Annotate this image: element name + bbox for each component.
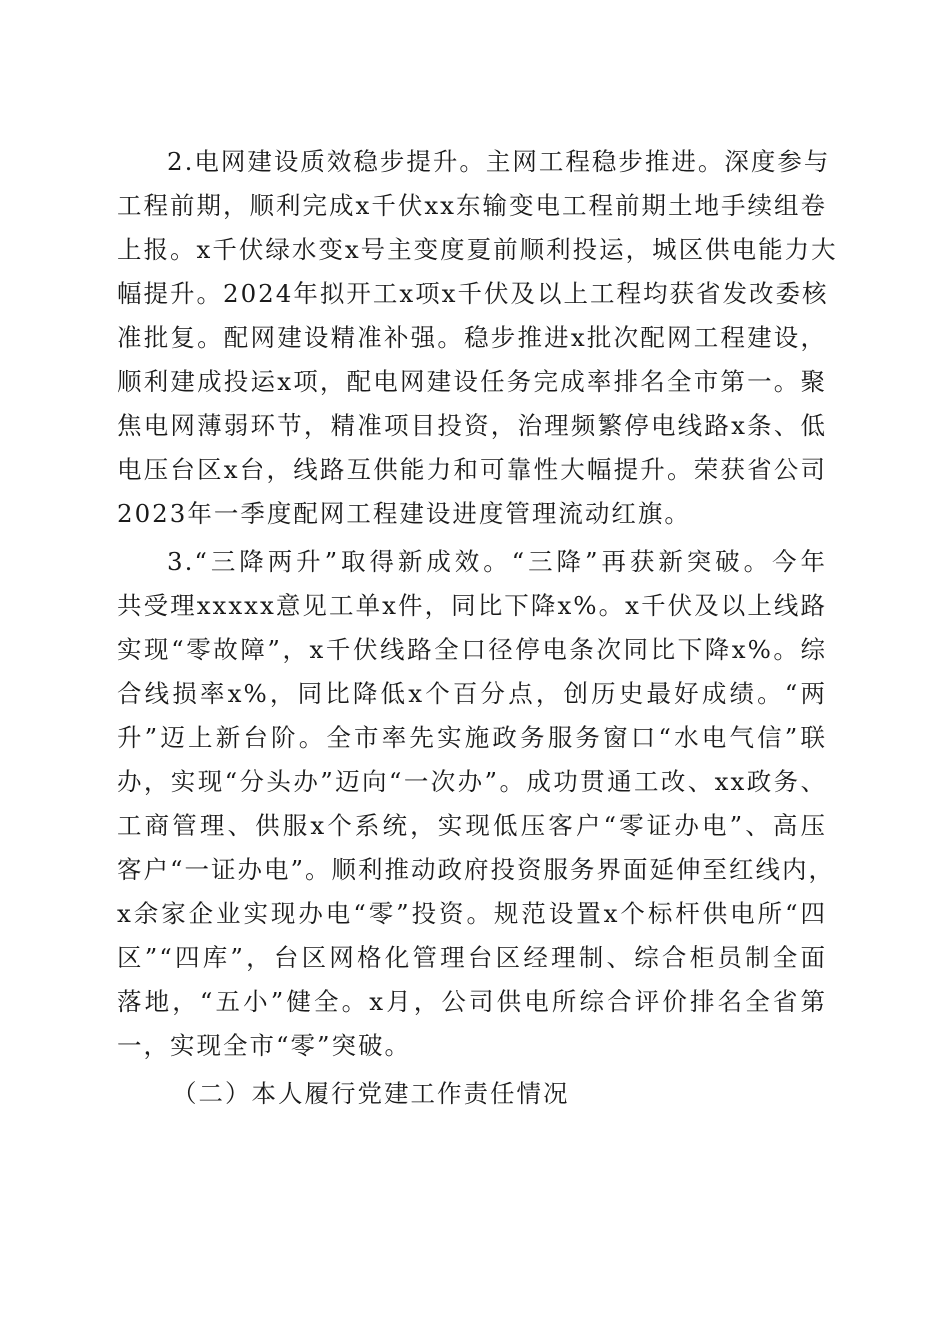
paragraph-3-line-11: 落地，“五小”健全。x月，公司供电所综合评价排名全省第 — [117, 987, 827, 1016]
paragraph-3-line-12: 一，实现全市“零”突破。 — [117, 1031, 412, 1060]
paragraph-2-line-1: 2.电网建设质效稳步提升。主网工程稳步推进。深度参与 — [167, 147, 831, 176]
paragraph-3-line-7: 工商管理、供服x个系统，实现低压客户“零证办电”、高压 — [117, 811, 827, 840]
paragraph-3-line-4: 合线损率x%，同比降低x个百分点，创历史最好成绩。“两 — [117, 679, 827, 708]
paragraph-3-line-5: 升”迈上新台阶。全市率先实施政务服务窗口“水电气信”联 — [117, 723, 827, 752]
section-heading: （二）本人履行党建工作责任情况 — [172, 1079, 570, 1108]
paragraph-2-line-5: 准批复。配网建设精准补强。稳步推进x批次配网工程建设， — [117, 323, 827, 352]
paragraph-2-line-7: 焦电网薄弱环节，精准项目投资，治理频繁停电线路x条、低 — [117, 411, 827, 440]
paragraph-2-line-3: 上报。x千伏绿水变x号主变度夏前顺利投运，城区供电能力大 — [117, 235, 838, 264]
paragraph-3-line-1: 3.“三降两升”取得新成效。“三降”再获新突破。今年 — [167, 547, 827, 576]
paragraph-2-line-2: 工程前期，顺利完成x千伏xx东输变电工程前期土地手续组卷 — [117, 191, 827, 220]
paragraph-2-line-6: 顺利建成投运x项，配电网建设任务完成率排名全市第一。聚 — [117, 367, 827, 396]
paragraph-3-line-2: 共受理xxxxx意见工单x件，同比下降x%。x千伏及以上线路 — [117, 591, 827, 620]
paragraph-3-line-3: 实现“零故障”，x千伏线路全口径停电条次同比下降x%。综 — [117, 635, 827, 664]
paragraph-2-line-8: 电压台区x台，线路互供能力和可靠性大幅提升。荣获省公司 — [117, 455, 827, 484]
paragraph-2-line-9: 2023年一季度配网工程建设进度管理流动红旗。 — [117, 499, 691, 528]
paragraph-3-line-6: 办，实现“分头办”迈向“一次办”。成功贯通工改、xx政务、 — [117, 767, 827, 796]
paragraph-2-line-4: 幅提升。2024年拟开工x项x千伏及以上工程均获省发改委核 — [117, 279, 829, 308]
paragraph-3-line-9: x余家企业实现办电“零”投资。规范设置x个标杆供电所“四 — [117, 899, 827, 928]
paragraph-3-line-8: 客户“一证办电”。顺利推动政府投资服务界面延伸至红线内， — [117, 855, 836, 884]
paragraph-3-line-10: 区”“四库”，台区网格化管理台区经理制、综合柜员制全面 — [117, 943, 827, 972]
